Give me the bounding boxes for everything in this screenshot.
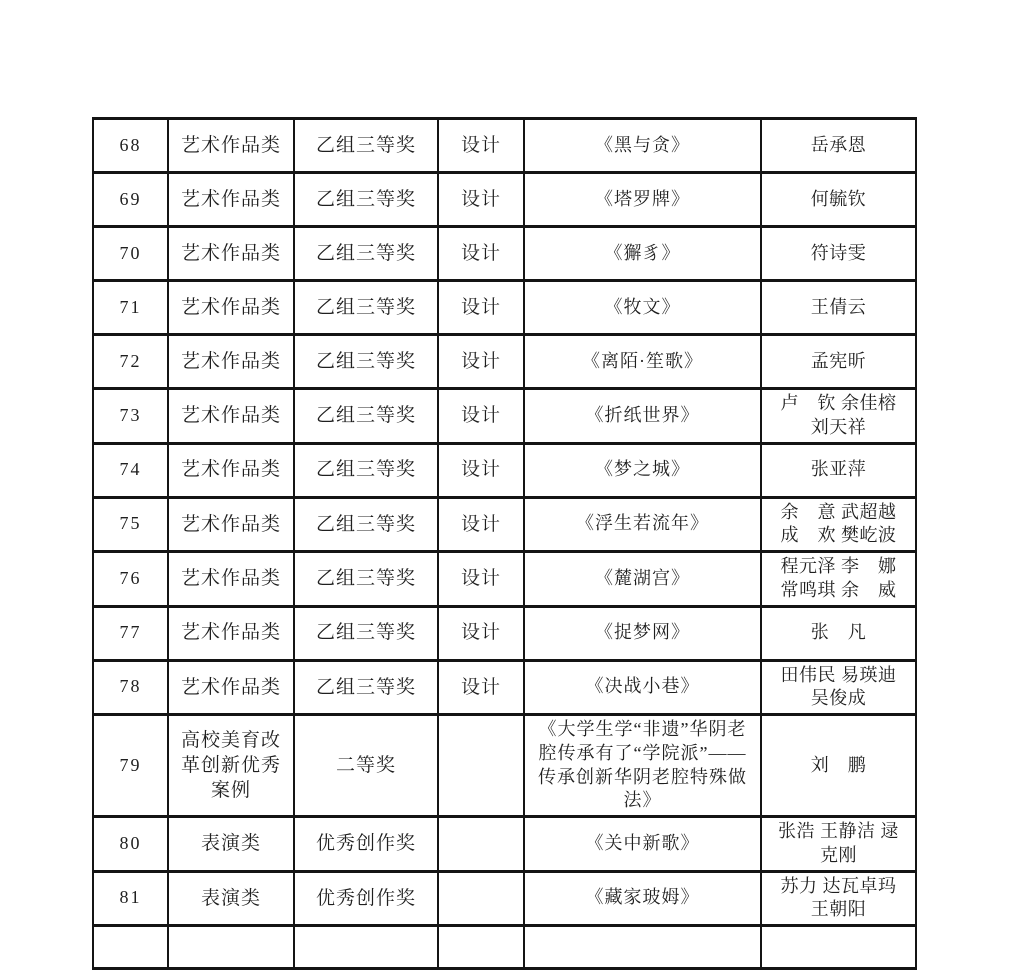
table-row: [93, 119, 916, 173]
cell-award: 乙组三等奖: [294, 443, 438, 497]
cell-type: [438, 817, 524, 872]
cell-award: 优秀创作奖: [294, 871, 438, 926]
cell-category: 艺术作品类: [168, 660, 294, 715]
cell-index: 81: [93, 871, 168, 926]
cell-work-title: 《牧文》: [524, 281, 761, 335]
cell-type: 设计: [438, 389, 524, 444]
cell-category: 艺术作品类: [168, 443, 294, 497]
cell-work-title: 《塔罗牌》: [524, 173, 761, 227]
cell-award: [294, 926, 438, 969]
cell-category: 艺术作品类: [168, 227, 294, 281]
cell-type: 设计: [438, 660, 524, 715]
cell-authors: 余 意 武超越 成 欢 樊屹波: [761, 497, 916, 552]
cell-award: 乙组三等奖: [294, 281, 438, 335]
cell-award: 优秀创作奖: [294, 817, 438, 872]
cell-authors: 张亚萍: [761, 443, 916, 497]
cell-authors: 何毓钦: [761, 173, 916, 227]
cell-award: 乙组三等奖: [294, 606, 438, 660]
cell-category: 艺术作品类: [168, 552, 294, 607]
cell-authors: 苏力 达瓦卓玛 王朝阳: [761, 871, 916, 926]
table-row: [93, 660, 916, 715]
cell-work-title: 《黑与贪》: [524, 119, 761, 173]
cell-authors: 符诗雯: [761, 227, 916, 281]
cell-authors: [761, 926, 916, 969]
cell-index: 74: [93, 443, 168, 497]
cell-index: 71: [93, 281, 168, 335]
cell-index: 75: [93, 497, 168, 552]
cell-work-title: 《麓湖宫》: [524, 552, 761, 607]
table-row: [93, 335, 916, 389]
table-row: [93, 871, 916, 926]
cell-work-title: 《离陌·笙歌》: [524, 335, 761, 389]
cell-category: 艺术作品类: [168, 119, 294, 173]
awards-table-body: [93, 119, 916, 969]
cell-work-title: [524, 926, 761, 969]
cell-type: 设计: [438, 335, 524, 389]
cell-index: 68: [93, 119, 168, 173]
cell-category: [168, 926, 294, 969]
cell-authors: 田伟民 易瑛迪 吴俊成: [761, 660, 916, 715]
cell-type: [438, 871, 524, 926]
cell-type: 设计: [438, 552, 524, 607]
table-row: [93, 817, 916, 872]
cell-work-title: 《藏家玻姆》: [524, 871, 761, 926]
cell-work-title: 《折纸世界》: [524, 389, 761, 444]
cell-type: 设计: [438, 497, 524, 552]
cell-category: 艺术作品类: [168, 497, 294, 552]
cell-category: 艺术作品类: [168, 281, 294, 335]
cell-index: 79: [93, 715, 168, 817]
cell-type: 设计: [438, 227, 524, 281]
cell-award: 乙组三等奖: [294, 119, 438, 173]
cell-work-title: 《捉梦网》: [524, 606, 761, 660]
cell-index: [93, 926, 168, 969]
cell-index: 76: [93, 552, 168, 607]
cell-work-title: 《决战小巷》: [524, 660, 761, 715]
cell-category: 高校美育改革创新优秀案例: [168, 715, 294, 817]
cell-type: [438, 715, 524, 817]
table-row: [93, 926, 916, 969]
table-row: [93, 281, 916, 335]
cell-award: 乙组三等奖: [294, 173, 438, 227]
cell-category: 艺术作品类: [168, 389, 294, 444]
table-row: [93, 389, 916, 444]
cell-index: 73: [93, 389, 168, 444]
cell-award: 乙组三等奖: [294, 335, 438, 389]
cell-award: 乙组三等奖: [294, 497, 438, 552]
cell-work-title: 《獬豸》: [524, 227, 761, 281]
cell-authors: 卢 钦 余佳榕 刘天祥: [761, 389, 916, 444]
cell-authors: 程元泽 李 娜 常鸣琪 余 威: [761, 552, 916, 607]
table-row: [93, 715, 916, 817]
table-row: [93, 173, 916, 227]
cell-category: 表演类: [168, 817, 294, 872]
table-row: [93, 227, 916, 281]
awards-table: [92, 117, 917, 970]
table-row: [93, 606, 916, 660]
cell-authors: 张 凡: [761, 606, 916, 660]
cell-type: [438, 926, 524, 969]
cell-index: 78: [93, 660, 168, 715]
cell-index: 72: [93, 335, 168, 389]
cell-work-title: 《浮生若流年》: [524, 497, 761, 552]
table-row: [93, 443, 916, 497]
cell-authors: 王倩云: [761, 281, 916, 335]
cell-index: 70: [93, 227, 168, 281]
cell-category: 表演类: [168, 871, 294, 926]
cell-index: 80: [93, 817, 168, 872]
cell-type: 设计: [438, 443, 524, 497]
cell-work-title: 《大学生学“非遗”华阴老腔传承有了“学院派”——传承创新华阴老腔特殊做法》: [524, 715, 761, 817]
cell-index: 69: [93, 173, 168, 227]
cell-type: 设计: [438, 281, 524, 335]
cell-award: 乙组三等奖: [294, 660, 438, 715]
cell-type: 设计: [438, 606, 524, 660]
table-row: [93, 552, 916, 607]
cell-category: 艺术作品类: [168, 173, 294, 227]
cell-award: 二等奖: [294, 715, 438, 817]
table-row: [93, 497, 916, 552]
cell-category: 艺术作品类: [168, 606, 294, 660]
cell-award: 乙组三等奖: [294, 389, 438, 444]
cell-award: 乙组三等奖: [294, 227, 438, 281]
cell-work-title: 《梦之城》: [524, 443, 761, 497]
cell-category: 艺术作品类: [168, 335, 294, 389]
cell-type: 设计: [438, 173, 524, 227]
cell-authors: 刘 鹏: [761, 715, 916, 817]
cell-authors: 张浩 王静洁 逯克刚: [761, 817, 916, 872]
cell-type: 设计: [438, 119, 524, 173]
cell-authors: 岳承恩: [761, 119, 916, 173]
cell-award: 乙组三等奖: [294, 552, 438, 607]
cell-work-title: 《关中新歌》: [524, 817, 761, 872]
cell-index: 77: [93, 606, 168, 660]
cell-authors: 孟宪昕: [761, 335, 916, 389]
